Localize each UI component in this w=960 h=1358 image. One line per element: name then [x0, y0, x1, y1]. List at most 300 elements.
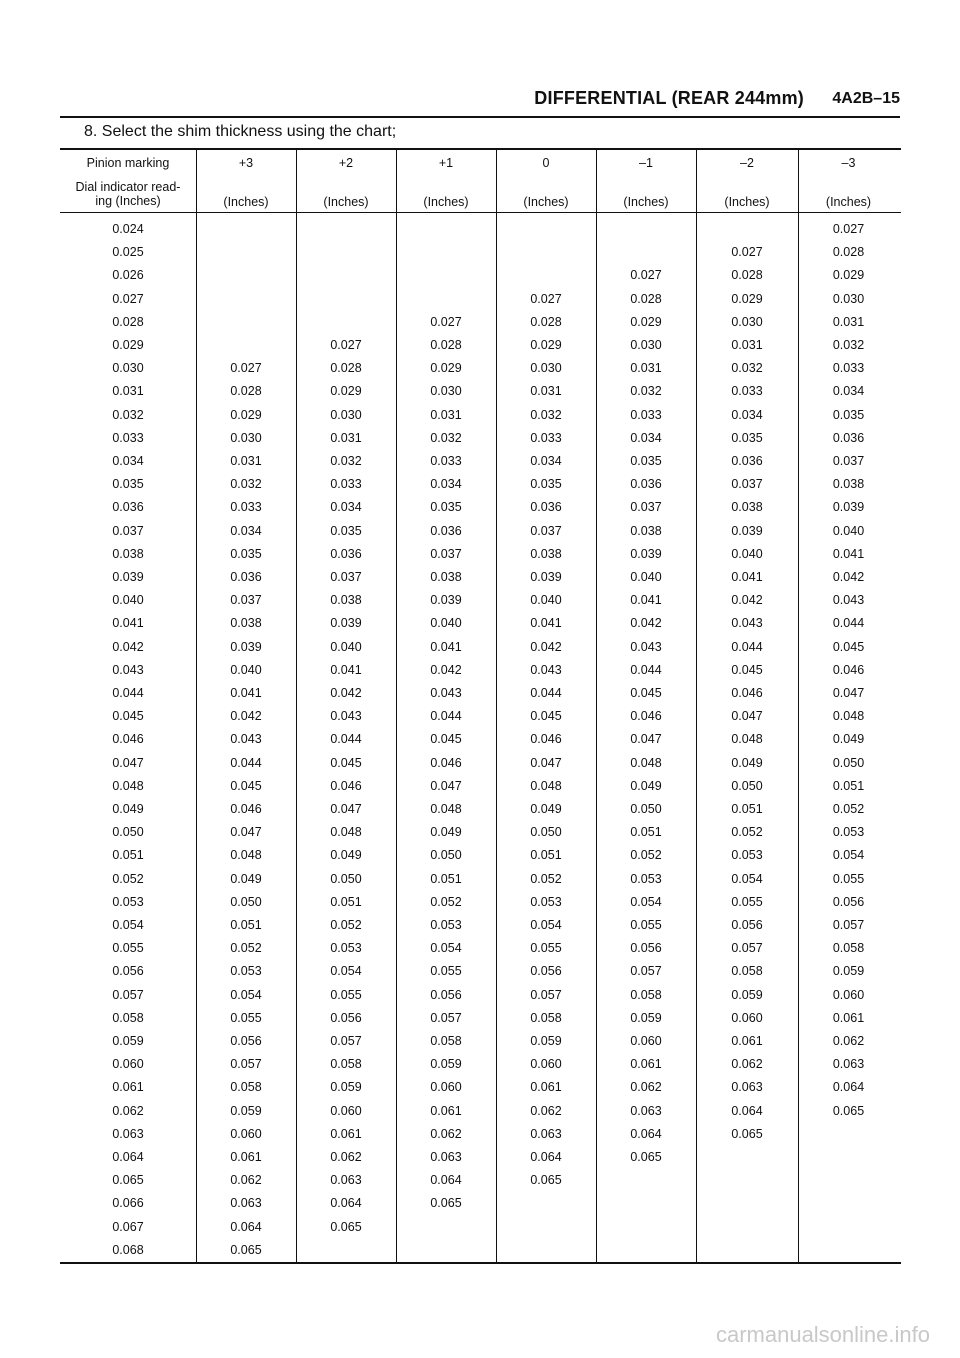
shim-thickness-cell: 0.050 [630, 802, 662, 816]
unit-header: (Inches) [223, 195, 269, 209]
dial-reading-cell: 0.052 [112, 871, 144, 886]
dial-reading-cell: 0.037 [112, 523, 144, 538]
table-row [60, 798, 901, 821]
shim-thickness-cell: 0.054 [731, 871, 763, 886]
table-row [60, 1146, 901, 1169]
shim-thickness-cell [196, 241, 296, 264]
shim-thickness-cell [496, 1216, 596, 1239]
unit-header: (Inches) [623, 195, 669, 209]
shim-thickness-cell: 0.054 [630, 894, 662, 909]
shim-thickness-cell: 0.058 [230, 1080, 262, 1095]
table-row [60, 1192, 901, 1215]
table-row [60, 1030, 901, 1053]
table-row [60, 427, 901, 450]
shim-thickness-cell: 0.047 [530, 755, 562, 770]
shim-thickness-cell: 0.048 [230, 848, 262, 863]
shim-thickness-cell: 0.052 [430, 894, 462, 909]
shim-thickness-cell: 0.037 [530, 523, 562, 538]
shim-thickness-cell: 0.055 [430, 964, 462, 979]
shim-thickness-cell [798, 1123, 899, 1146]
shim-thickness-cell: 0.058 [630, 987, 662, 1002]
dial-reading-cell: 0.063 [112, 1126, 144, 1141]
shim-thickness-cell: 0.042 [430, 662, 462, 677]
shim-thickness-cell: 0.058 [530, 1010, 562, 1025]
pinion-marking-header: Pinion marking [86, 156, 170, 170]
shim-thickness-cell: 0.054 [430, 941, 462, 956]
shim-thickness-cell: 0.030 [430, 384, 462, 399]
shim-thickness-cell: 0.053 [630, 871, 662, 886]
shim-thickness-cell [196, 311, 296, 334]
shim-thickness-cell: 0.065 [630, 1150, 662, 1164]
shim-thickness-cell: 0.046 [731, 686, 763, 700]
dial-reading-cell: 0.057 [112, 987, 144, 1002]
shim-thickness-cell: 0.040 [630, 570, 662, 584]
watermark: carmanualsonline.info [715, 1322, 930, 1347]
shim-thickness-cell: 0.060 [430, 1080, 462, 1095]
shim-thickness-cell: 0.063 [731, 1080, 763, 1095]
shim-thickness-cell [396, 288, 496, 311]
shim-thickness-cell: 0.063 [530, 1126, 562, 1141]
dial-reading-cell: 0.033 [112, 430, 144, 445]
shim-thickness-cell: 0.045 [530, 709, 562, 724]
shim-thickness-cell: 0.037 [330, 570, 362, 584]
shim-thickness-cell: 0.033 [430, 454, 462, 468]
dial-reading-cell: 0.065 [112, 1173, 144, 1188]
shim-thickness-cell: 0.029 [430, 361, 462, 376]
shim-thickness-cell: 0.035 [630, 454, 662, 468]
shim-thickness-cell: 0.064 [630, 1126, 662, 1141]
shim-thickness-cell: 0.031 [832, 314, 865, 329]
shim-thickness-cell: 0.065 [330, 1219, 362, 1234]
shim-thickness-cell: 0.029 [832, 268, 865, 283]
shim-thickness-cell: 0.065 [832, 1103, 865, 1118]
shim-thickness-cell: 0.033 [530, 430, 562, 445]
shim-thickness-cell: 0.060 [630, 1034, 662, 1048]
table-row [60, 868, 901, 891]
shim-thickness-cell: 0.057 [330, 1034, 362, 1048]
shim-thickness-cell [696, 1169, 798, 1192]
shim-thickness-cell: 0.054 [230, 987, 262, 1002]
dial-reading-cell: 0.056 [112, 964, 144, 979]
shim-thickness-cell [798, 1216, 899, 1239]
dial-reading-cell: 0.061 [112, 1080, 144, 1095]
shim-thickness-cell: 0.062 [330, 1150, 362, 1164]
table-row [60, 705, 901, 728]
shim-thickness-cell: 0.027 [832, 222, 865, 236]
shim-thickness-cell: 0.032 [230, 477, 262, 492]
shim-thickness-cell: 0.036 [630, 477, 662, 492]
dial-reading-cell: 0.029 [112, 338, 144, 352]
shim-thickness-cell: 0.040 [430, 616, 462, 631]
dial-reading-cell: 0.050 [112, 825, 144, 840]
shim-thickness-cell: 0.044 [832, 616, 865, 631]
shim-thickness-cell [696, 1216, 798, 1239]
table-row [60, 288, 901, 311]
table-row [60, 264, 901, 287]
shim-thickness-cell: 0.042 [832, 570, 865, 584]
dial-reading-cell: 0.024 [112, 222, 144, 236]
table-row [60, 891, 901, 914]
shim-thickness-cell: 0.038 [832, 477, 865, 492]
shim-thickness-cell: 0.047 [230, 825, 262, 840]
unit-header: (Inches) [523, 195, 569, 209]
shim-thickness-cell: 0.051 [230, 918, 262, 932]
shim-thickness-cell: 0.030 [832, 291, 865, 306]
shim-thickness-cell: 0.061 [430, 1103, 462, 1118]
table-row [60, 1053, 901, 1076]
shim-thickness-cell: 0.061 [630, 1057, 662, 1072]
shim-thickness-cell: 0.044 [430, 709, 462, 724]
unit-header: (Inches) [423, 195, 469, 209]
shim-thickness-cell: 0.055 [731, 894, 763, 909]
shim-thickness-cell: 0.051 [530, 848, 562, 863]
shim-thickness-cell: 0.049 [330, 848, 362, 863]
shim-thickness-cell: 0.046 [330, 778, 362, 793]
shim-thickness-cell: 0.056 [230, 1034, 262, 1048]
shim-thickness-cell [596, 1239, 696, 1262]
shim-thickness-cell: 0.050 [330, 871, 362, 886]
shim-thickness-cell: 0.037 [230, 593, 262, 608]
shim-thickness-cell: 0.042 [530, 639, 562, 654]
instruction-text: 8. Select the shim thickness using the chart; [84, 123, 397, 140]
shim-thickness-cell: 0.049 [430, 825, 462, 840]
shim-thickness-cell: 0.053 [330, 941, 362, 956]
shim-thickness-cell: 0.049 [230, 871, 262, 886]
shim-thickness-cell: 0.057 [832, 918, 865, 932]
shim-thickness-cell: 0.042 [630, 616, 662, 631]
dial-reading-cell: 0.031 [112, 384, 144, 399]
dial-reading-cell: 0.054 [112, 918, 144, 932]
shim-thickness-cell: 0.063 [832, 1057, 865, 1072]
shim-thickness-cell: 0.057 [731, 941, 763, 956]
table-row [60, 1216, 901, 1239]
shim-thickness-cell: 0.063 [230, 1196, 262, 1211]
dial-reading-cell: 0.030 [112, 361, 144, 376]
shim-thickness-cell: 0.030 [230, 430, 262, 445]
shim-thickness-cell: 0.027 [330, 338, 362, 352]
shim-thickness-cell: 0.060 [731, 1010, 763, 1025]
shim-thickness-cell: 0.051 [832, 778, 865, 793]
shim-thickness-cell [296, 264, 396, 287]
table-row [60, 728, 901, 751]
shim-thickness-cell: 0.059 [530, 1034, 562, 1048]
shim-thickness-cell [496, 218, 596, 241]
shim-thickness-cell: 0.061 [731, 1034, 763, 1048]
shim-thickness-cell: 0.041 [430, 639, 462, 654]
shim-thickness-cell: 0.029 [330, 384, 362, 399]
dial-reading-cell: 0.028 [112, 314, 144, 329]
shim-thickness-cell: 0.047 [630, 732, 662, 747]
shim-thickness-cell: 0.060 [530, 1057, 562, 1072]
table-row [60, 1007, 901, 1030]
shim-thickness-cell: 0.065 [230, 1242, 262, 1257]
dial-reading-cell: 0.025 [112, 245, 144, 260]
shim-thickness-cell [296, 288, 396, 311]
shim-thickness-cell: 0.040 [330, 639, 362, 654]
shim-thickness-cell: 0.031 [731, 338, 763, 352]
shim-thickness-cell: 0.045 [230, 778, 262, 793]
shim-thickness-cell: 0.043 [630, 639, 662, 654]
shim-thickness-cell [596, 1216, 696, 1239]
shim-thickness-cell: 0.062 [530, 1103, 562, 1118]
table-row [60, 404, 901, 427]
shim-thickness-cell [196, 264, 296, 287]
shim-thickness-cell: 0.032 [630, 384, 662, 399]
shim-thickness-cell: 0.047 [832, 686, 865, 700]
dial-reading-cell: 0.042 [112, 639, 144, 654]
shim-thickness-cell: 0.040 [832, 523, 865, 538]
shim-thickness-cell: 0.046 [530, 732, 562, 747]
dial-reading-cell: 0.043 [112, 662, 144, 677]
shim-thickness-cell: 0.034 [430, 477, 462, 492]
table-row [60, 752, 901, 775]
table-row [60, 496, 901, 519]
table-row [60, 775, 901, 798]
shim-thickness-cell: 0.060 [230, 1126, 262, 1141]
shim-thickness-cell: 0.058 [832, 941, 865, 956]
table-row [60, 520, 901, 543]
shim-thickness-cell: 0.059 [330, 1080, 362, 1095]
dial-indicator-header: Dial indicator read- [75, 180, 181, 194]
shim-thickness-cell: 0.044 [330, 732, 362, 747]
marking-header: –2 [740, 156, 754, 170]
unit-header: (Inches) [825, 195, 872, 209]
dial-reading-cell: 0.026 [112, 268, 144, 283]
shim-thickness-cell: 0.036 [430, 523, 462, 538]
shim-thickness-cell: 0.052 [330, 918, 362, 932]
shim-thickness-cell: 0.042 [330, 686, 362, 700]
shim-thickness-cell: 0.045 [330, 755, 362, 770]
shim-thickness-cell: 0.053 [230, 964, 262, 979]
dial-reading-cell: 0.053 [112, 894, 144, 909]
shim-thickness-cell [496, 264, 596, 287]
dial-reading-cell: 0.034 [112, 454, 144, 468]
shim-thickness-cell: 0.043 [330, 709, 362, 724]
shim-thickness-cell: 0.051 [731, 802, 763, 816]
shim-thickness-cell: 0.027 [230, 361, 262, 376]
shim-thickness-cell: 0.039 [630, 546, 662, 561]
shim-thickness-cell [596, 1169, 696, 1192]
shim-thickness-cell: 0.039 [530, 570, 562, 584]
shim-thickness-cell: 0.062 [430, 1126, 462, 1141]
shim-thickness-cell: 0.044 [230, 755, 262, 770]
shim-thickness-cell: 0.045 [832, 639, 865, 654]
dial-reading-cell: 0.068 [112, 1242, 144, 1257]
shim-thickness-cell: 0.037 [630, 500, 662, 515]
shim-thickness-cell [196, 218, 296, 241]
shim-thickness-cell [496, 241, 596, 264]
shim-thickness-cell: 0.042 [230, 709, 262, 724]
shim-thickness-cell: 0.048 [430, 802, 462, 816]
marking-header: –1 [639, 156, 653, 170]
shim-thickness-cell [798, 1169, 899, 1192]
shim-thickness-cell: 0.063 [330, 1173, 362, 1188]
table-row [60, 1100, 901, 1123]
marking-header: 0 [542, 156, 550, 170]
table-row [60, 937, 901, 960]
shim-thickness-cell: 0.046 [230, 802, 262, 816]
shim-thickness-cell: 0.056 [731, 918, 763, 932]
shim-thickness-cell: 0.040 [230, 662, 262, 677]
header-divider [60, 212, 901, 213]
shim-thickness-cell: 0.039 [430, 593, 462, 608]
shim-thickness-cell [396, 1216, 496, 1239]
shim-thickness-cell: 0.050 [530, 825, 562, 840]
shim-thickness-cell: 0.049 [832, 732, 865, 747]
table-row [60, 844, 901, 867]
shim-thickness-cell: 0.051 [630, 825, 662, 840]
shim-thickness-cell: 0.062 [630, 1080, 662, 1095]
shim-thickness-cell: 0.047 [330, 802, 362, 816]
shim-thickness-cell: 0.038 [530, 546, 562, 561]
dial-reading-cell: 0.041 [112, 616, 144, 631]
shim-thickness-cell: 0.063 [630, 1103, 662, 1118]
shim-thickness-cell: 0.027 [430, 314, 462, 329]
shim-thickness-cell: 0.054 [330, 964, 362, 979]
dial-reading-cell: 0.036 [112, 500, 144, 515]
shim-thickness-cell: 0.029 [630, 314, 662, 329]
unit-header: (Inches) [323, 195, 369, 209]
shim-thickness-cell: 0.030 [530, 361, 562, 376]
shim-thickness-cell [396, 218, 496, 241]
shim-thickness-cell: 0.031 [630, 361, 662, 376]
shim-thickness-cell: 0.035 [330, 523, 362, 538]
shim-thickness-cell: 0.036 [530, 500, 562, 515]
table-row [60, 984, 901, 1007]
dial-reading-cell: 0.044 [112, 686, 144, 700]
shim-thickness-cell: 0.060 [330, 1103, 362, 1118]
header-rule [60, 116, 900, 118]
dial-reading-cell: 0.049 [112, 802, 144, 816]
shim-thickness-cell: 0.051 [330, 894, 362, 909]
table-row [60, 636, 901, 659]
shim-thickness-cell: 0.064 [530, 1150, 562, 1164]
dial-reading-cell: 0.051 [112, 848, 144, 863]
table-row [60, 241, 901, 264]
table-row [60, 334, 901, 357]
dial-reading-cell: 0.027 [112, 291, 144, 306]
shim-thickness-cell: 0.064 [230, 1219, 262, 1234]
table-row [60, 682, 901, 705]
shim-thickness-cell: 0.050 [731, 778, 763, 793]
shim-thickness-cell: 0.044 [530, 686, 562, 700]
shim-thickness-cell: 0.038 [430, 570, 462, 584]
shim-thickness-cell: 0.055 [832, 871, 865, 886]
shim-thickness-cell [696, 1239, 798, 1262]
shim-selection-table [60, 148, 901, 1264]
shim-thickness-cell: 0.058 [430, 1034, 462, 1048]
shim-thickness-cell: 0.062 [832, 1034, 865, 1048]
shim-thickness-cell: 0.064 [330, 1196, 362, 1211]
shim-thickness-cell: 0.059 [832, 964, 865, 979]
shim-thickness-cell: 0.035 [832, 407, 865, 422]
page-header [60, 88, 900, 118]
shim-thickness-cell: 0.037 [832, 454, 865, 468]
shim-thickness-cell: 0.063 [430, 1150, 462, 1164]
shim-thickness-cell: 0.028 [230, 384, 262, 399]
shim-thickness-cell: 0.034 [832, 384, 865, 399]
shim-thickness-cell [396, 241, 496, 264]
shim-thickness-cell: 0.062 [230, 1173, 262, 1188]
shim-thickness-cell: 0.059 [430, 1057, 462, 1072]
shim-thickness-cell: 0.053 [430, 918, 462, 932]
shim-thickness-cell: 0.039 [330, 616, 362, 631]
table-row [60, 380, 901, 403]
shim-thickness-cell: 0.044 [731, 639, 763, 654]
shim-thickness-cell: 0.050 [230, 894, 262, 909]
shim-thickness-cell [496, 1239, 596, 1262]
table-row [60, 960, 901, 983]
shim-thickness-cell: 0.038 [330, 593, 362, 608]
shim-thickness-cell: 0.052 [731, 825, 763, 840]
dial-reading-cell: 0.062 [112, 1103, 144, 1118]
shim-thickness-cell: 0.061 [832, 1010, 865, 1025]
shim-thickness-cell: 0.027 [731, 245, 763, 260]
shim-thickness-cell: 0.048 [832, 709, 865, 724]
shim-thickness-cell: 0.053 [530, 894, 562, 909]
shim-thickness-cell: 0.057 [530, 987, 562, 1002]
dial-reading-cell: 0.055 [112, 941, 144, 956]
shim-thickness-cell: 0.032 [330, 454, 362, 468]
shim-thickness-cell: 0.031 [530, 384, 562, 399]
shim-thickness-cell: 0.034 [330, 500, 362, 515]
shim-thickness-cell: 0.027 [530, 291, 562, 306]
shim-thickness-cell: 0.038 [731, 500, 763, 515]
shim-thickness-cell [296, 218, 396, 241]
shim-thickness-cell [296, 1239, 396, 1262]
shim-thickness-cell: 0.034 [230, 523, 262, 538]
shim-thickness-cell: 0.059 [630, 1010, 662, 1025]
shim-thickness-cell: 0.032 [530, 407, 562, 422]
table-row [60, 589, 901, 612]
shim-thickness-cell: 0.048 [530, 778, 562, 793]
shim-thickness-cell: 0.046 [832, 662, 865, 677]
shim-thickness-cell: 0.041 [330, 662, 362, 677]
table-row [60, 543, 901, 566]
shim-thickness-cell: 0.029 [530, 338, 562, 352]
dial-reading-cell: 0.048 [112, 778, 144, 793]
dial-reading-cell: 0.046 [112, 732, 144, 747]
shim-thickness-cell [696, 1146, 798, 1169]
shim-thickness-cell: 0.031 [430, 407, 462, 422]
shim-thickness-cell: 0.064 [430, 1173, 462, 1188]
shim-thickness-cell: 0.040 [530, 593, 562, 608]
shim-thickness-cell [596, 241, 696, 264]
shim-thickness-cell [296, 311, 396, 334]
shim-thickness-cell: 0.033 [230, 500, 262, 515]
shim-thickness-cell [696, 1192, 798, 1215]
dial-reading-cell: 0.039 [112, 570, 144, 584]
shim-thickness-cell: 0.045 [630, 686, 662, 700]
shim-thickness-cell: 0.035 [530, 477, 562, 492]
shim-thickness-cell: 0.049 [731, 755, 763, 770]
shim-thickness-cell: 0.045 [731, 662, 763, 677]
shim-thickness-cell: 0.041 [530, 616, 562, 631]
shim-thickness-cell: 0.043 [230, 732, 262, 747]
shim-thickness-cell: 0.037 [731, 477, 763, 492]
shim-thickness-cell: 0.032 [430, 430, 462, 445]
shim-thickness-cell: 0.046 [430, 755, 462, 770]
shim-thickness-cell: 0.048 [330, 825, 362, 840]
shim-thickness-cell [696, 218, 798, 241]
shim-thickness-cell: 0.048 [630, 755, 662, 770]
shim-thickness-cell: 0.057 [230, 1057, 262, 1072]
table-row [60, 1123, 901, 1146]
shim-thickness-cell [496, 1192, 596, 1215]
shim-thickness-cell: 0.030 [330, 407, 362, 422]
shim-thickness-cell: 0.028 [530, 314, 562, 329]
shim-thickness-cell: 0.030 [731, 314, 763, 329]
